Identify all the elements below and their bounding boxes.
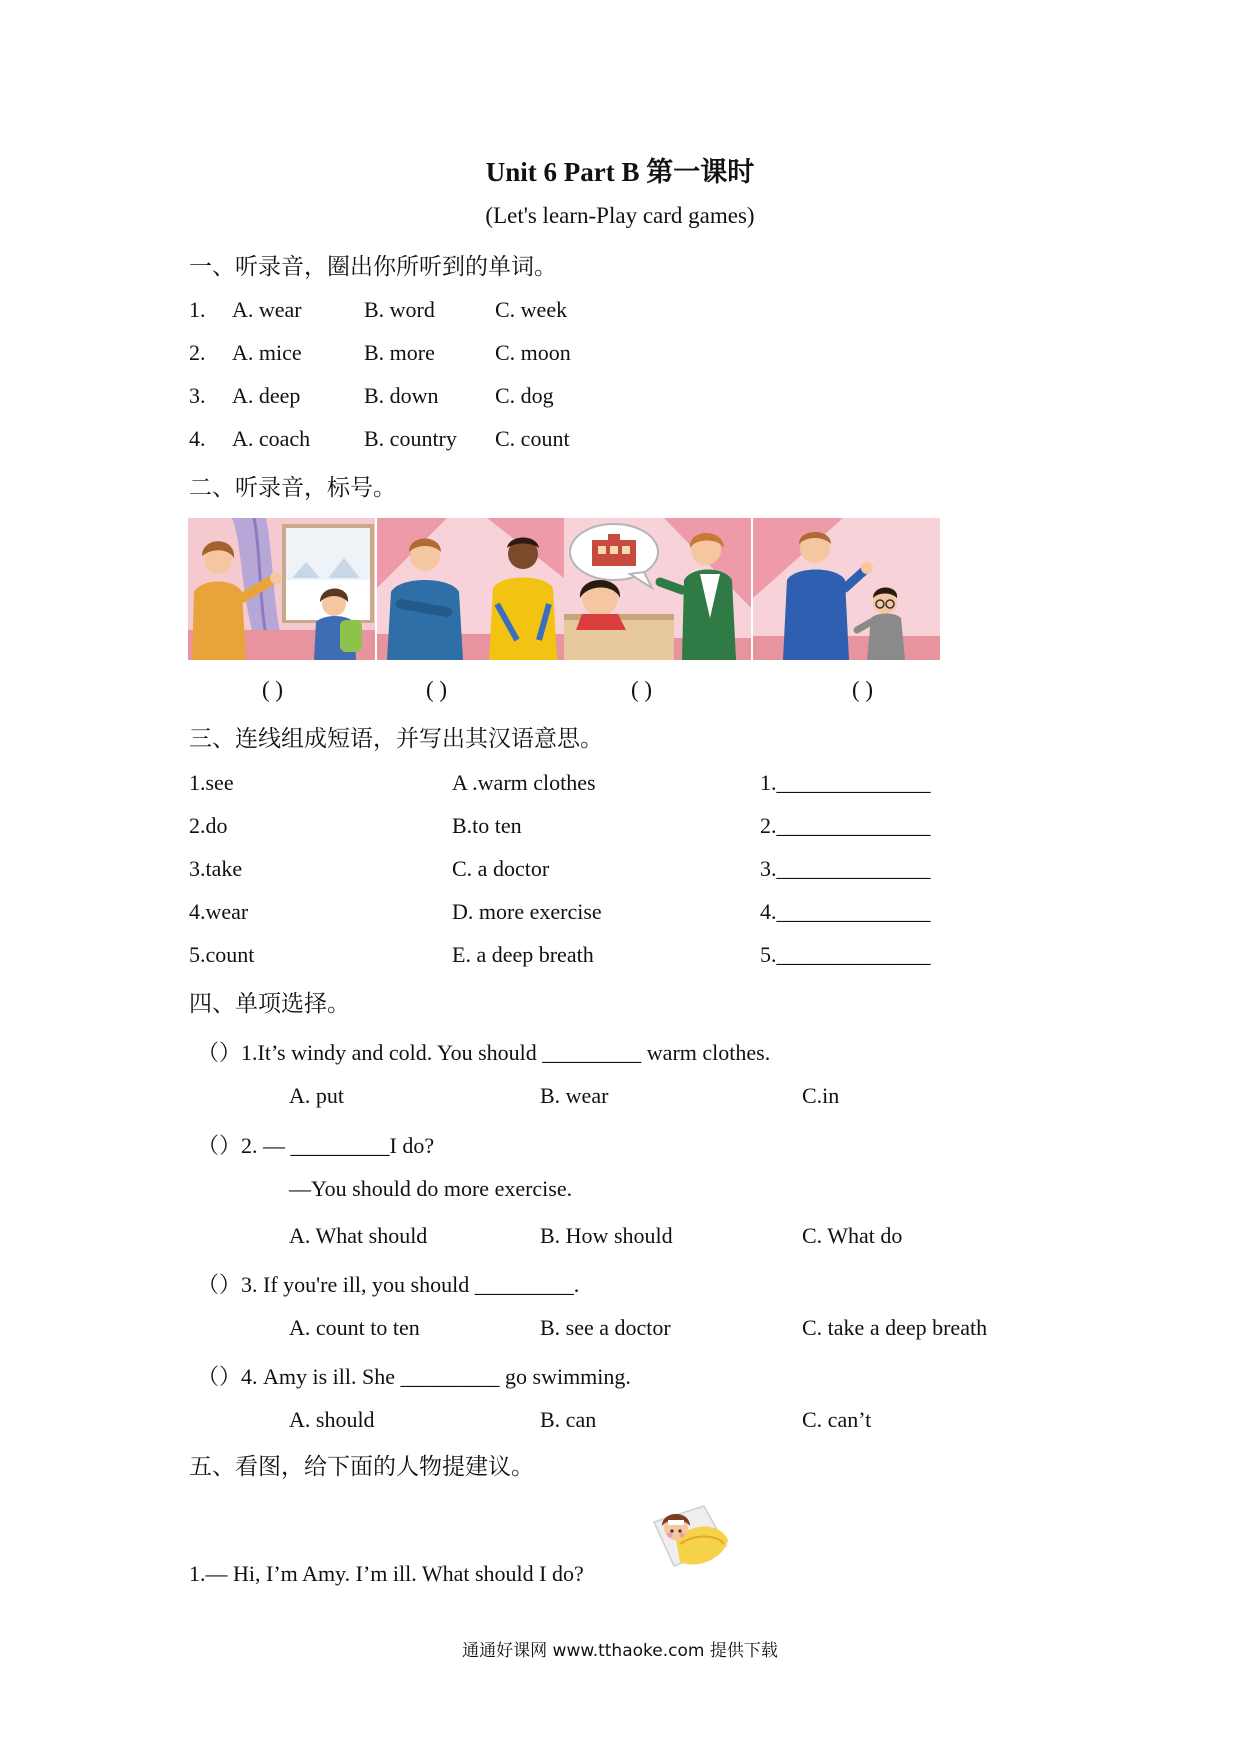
page-subtitle: (Let's learn-Play card games) (485, 203, 755, 228)
match-left-2: 2.do (189, 813, 228, 838)
match-answer-1[interactable]: 1.______________ (760, 770, 931, 795)
choice-q4-option-c[interactable]: C. can’t (802, 1407, 872, 1432)
listen-1-option-a: A. wear (232, 297, 302, 322)
answer-blank-1[interactable]: ( ) (262, 677, 284, 702)
section-4-heading: 四、单项选择。 (189, 991, 350, 1017)
match-mid-1: A .warm clothes (452, 770, 596, 795)
choice-q4: （）4. Amy is ill. She _________ go swimming. (197, 1364, 631, 1389)
match-left-1: 1.see (189, 770, 234, 795)
listen-2-option-b: B. more (364, 340, 435, 365)
listen-1-option-c: C. week (495, 297, 568, 322)
match-mid-4: D. more exercise (452, 899, 602, 924)
picture-3 (564, 518, 751, 660)
picture-4 (753, 518, 940, 660)
match-answer-5[interactable]: 5.______________ (760, 942, 931, 967)
listen-4-number: 4. (189, 426, 206, 451)
match-left-3: 3.take (189, 856, 243, 881)
choice-q2-option-a[interactable]: A. What should (289, 1223, 428, 1248)
match-left-4: 4.wear (189, 899, 249, 924)
choice-q3-option-a[interactable]: A. count to ten (289, 1315, 420, 1340)
picture-2 (377, 518, 564, 660)
page-title: Unit 6 Part B 第一课时 (485, 157, 755, 187)
answer-blank-4[interactable]: ( ) (852, 677, 874, 702)
choice-q4-option-b[interactable]: B. can (540, 1407, 597, 1432)
page-footer: 通通好课网 www.tthaoke.com 提供下载 (462, 1641, 778, 1661)
choice-q1-option-b[interactable]: B. wear (540, 1083, 609, 1108)
listen-3-option-c: C. dog (495, 383, 554, 408)
match-answer-3[interactable]: 3.______________ (760, 856, 931, 881)
section-3-heading: 三、连线组成短语，并写出其汉语意思。 (189, 726, 603, 752)
choice-q1-option-a[interactable]: A. put (289, 1083, 344, 1108)
choice-q1-option-c[interactable]: C.in (802, 1083, 840, 1108)
match-mid-2: B.to ten (452, 813, 522, 838)
listen-3-option-b: B. down (364, 383, 439, 408)
listen-3-option-a: A. deep (232, 383, 301, 408)
listen-1-option-b: B. word (364, 297, 435, 322)
listen-2-option-c: C. moon (495, 340, 571, 365)
section-1-heading: 一、听录音，圈出你所听到的单词。 (189, 254, 557, 280)
listen-4-option-a: A. coach (232, 426, 311, 451)
listen-4-option-c: C. count (495, 426, 570, 451)
choice-q4-option-a[interactable]: A. should (289, 1407, 375, 1432)
choice-q3-option-b[interactable]: B. see a doctor (540, 1315, 671, 1340)
choice-q3: （）3. If you're ill, you should _________. (197, 1272, 580, 1297)
section-2-heading: 二、听录音，标号。 (189, 475, 396, 501)
match-answer-4[interactable]: 4.______________ (760, 899, 931, 924)
choice-q2-reply: —You should do more exercise. (289, 1176, 573, 1201)
choice-q2-option-b[interactable]: B. How should (540, 1223, 673, 1248)
advice-question-1: 1.— Hi, I’m Amy. I’m ill. What should I do? (189, 1561, 584, 1586)
choice-q2: （）2. — _________I do? (197, 1133, 435, 1158)
listen-2-option-a: A. mice (232, 340, 302, 365)
answer-blank-3[interactable]: ( ) (631, 677, 653, 702)
choice-q2-option-c[interactable]: C. What do (802, 1223, 903, 1248)
section-5-heading: 五、看图，给下面的人物提建议。 (189, 1454, 534, 1480)
choice-q1: （）1.It’s windy and cold. You should _________ warm clothes. (197, 1040, 771, 1065)
listen-4-option-b: B. country (364, 426, 457, 451)
match-answer-2[interactable]: 2.______________ (760, 813, 931, 838)
match-mid-3: C. a doctor (452, 856, 550, 881)
listen-1-number: 1. (189, 297, 206, 322)
sick-girl-picture (646, 1500, 732, 1570)
choice-q3-option-c[interactable]: C. take a deep breath (802, 1315, 988, 1340)
match-left-5: 5.count (189, 942, 255, 967)
listen-2-number: 2. (189, 340, 206, 365)
match-mid-5: E. a deep breath (452, 942, 594, 967)
answer-blank-2[interactable]: ( ) (426, 677, 448, 702)
picture-1 (188, 518, 375, 660)
listen-3-number: 3. (189, 383, 206, 408)
